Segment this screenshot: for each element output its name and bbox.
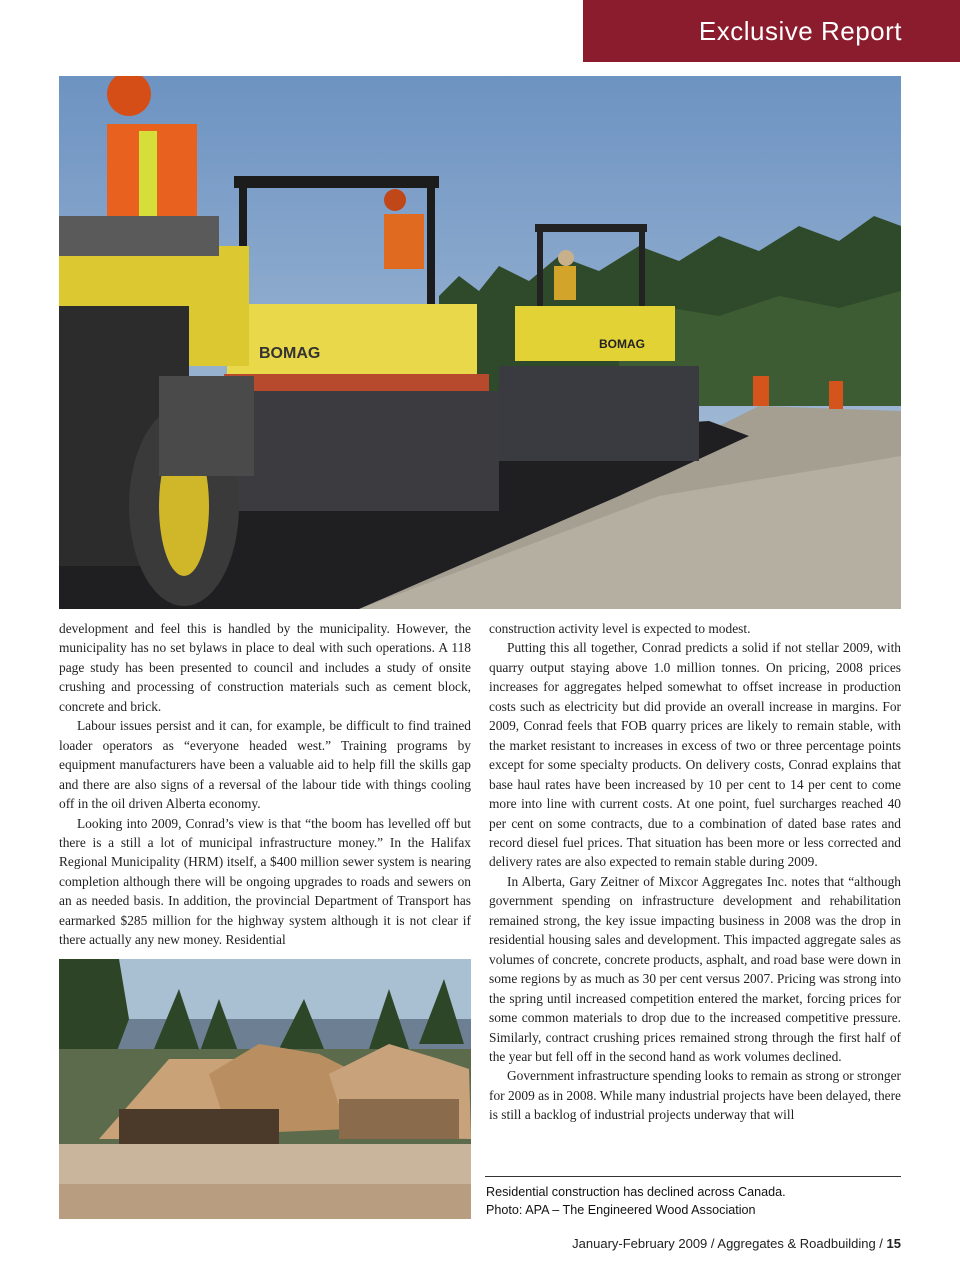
article-right-column [489, 619, 901, 1125]
road-rollers-photo [59, 76, 901, 609]
right-paragraph-2: Putting this all together, Conrad predicts a solid if not stellar 2009, with quarry output staying above 1.0 million tonnes. On pricing, 2008 prices increases for aggregates helped somewhat to offset increase in production costs such as electricity but did provide an overall increase in margins. For 2009, Conrad feels that FOB quarry prices are likely to remain stable, with the market resistant to increases in excess of two or three percentage points except for some specialty products. On delivery costs, Conrad explains that base haul rates have been increased by 10 per cent to 14 per cent to come more into line with current costs. At one point, fuel surcharges reached 40 per cent on some contracts, due to a combination of dated base rates and record diesel fuel prices. That situation has been more or less corrected and delivery rates are also expected to remain stable during 2009. [489, 640, 901, 870]
left-paragraph-1: development and feel this is handled by the municipality. However, the municipality has no set bylaws in place to deal with such operations. A 118 page study has been presented to council and includes a study of onsite crushing and processing of construction materials such as cement block, concrete and brick. [59, 621, 471, 714]
roller-brand: BOMAG [259, 345, 321, 362]
right-paragraph-3: In Alberta, Gary Zeitner of Mixcor Aggregates Inc. notes that “although government spending on infrastructure development and rehabilitation remained strong, the key issue impacting business in 2008 was the drop in residential housing sales and development. This impacted aggregate sales as volumes of concrete, concrete products, asphalt, and road base were down in some regions by as much as 30 per cent versus 2007. Pricing was strong into the spring until increased competition entered the market, forcing prices for some common materials to drop due to the increased competitive pressure. Similarly, contract crushing prices remained strong through the first half of the year but fell off in the second hand as work volumes declined. [489, 873, 901, 1064]
svg-text:BOMAG: BOMAG [599, 337, 645, 351]
article-left-column [59, 619, 471, 950]
left-paragraph-3: Looking into 2009, Conrad’s view is that “the boom has levelled off but there is a still a lot of municipal infrastructure money.” In the Halifax Regional Municipality (HRM) itself, a $400 million sewer system is nearing completion although there will be ongoing upgrades to roads and sewers on an as needed basis. In addition, the provincial Department of Transport has earmarked $285 million for the highway system although it is not clear if there actually any new money. Residential [59, 815, 471, 948]
photo-caption [486, 1183, 900, 1219]
footer-issue: January-February 2009 / Aggregates & Roadbuilding / [572, 1236, 887, 1251]
section-banner-title: Exclusive Report [698, 16, 902, 46]
caption-credit: Photo: APA – The Engineered Wood Association [486, 1203, 756, 1217]
residential-construction-photo [59, 959, 471, 1219]
caption-divider [485, 1176, 901, 1177]
right-paragraph-1: construction activity level is expected to modest. [489, 621, 751, 636]
left-paragraph-2: Labour issues persist and it can, for example, be difficult to find trained loader operators as “everyone headed west.” Training programs by equipment manufacturers have been a valuable aid to help fill the skills gap and there are also signs of a reversal of the labour tide with things cooling off in the oil driven Alberta economy. [59, 718, 471, 812]
page-footer [572, 1236, 901, 1251]
right-paragraph-4: Government infrastructure spending looks to remain as strong or stronger for 2009 as in 2008. While many industrial projects have been delayed, there is still a backlog of industrial projects underway that will [489, 1068, 901, 1123]
page-number: 15 [886, 1236, 901, 1251]
caption-text: Residential construction has declined across Canada. [486, 1185, 786, 1199]
section-banner [583, 0, 960, 62]
